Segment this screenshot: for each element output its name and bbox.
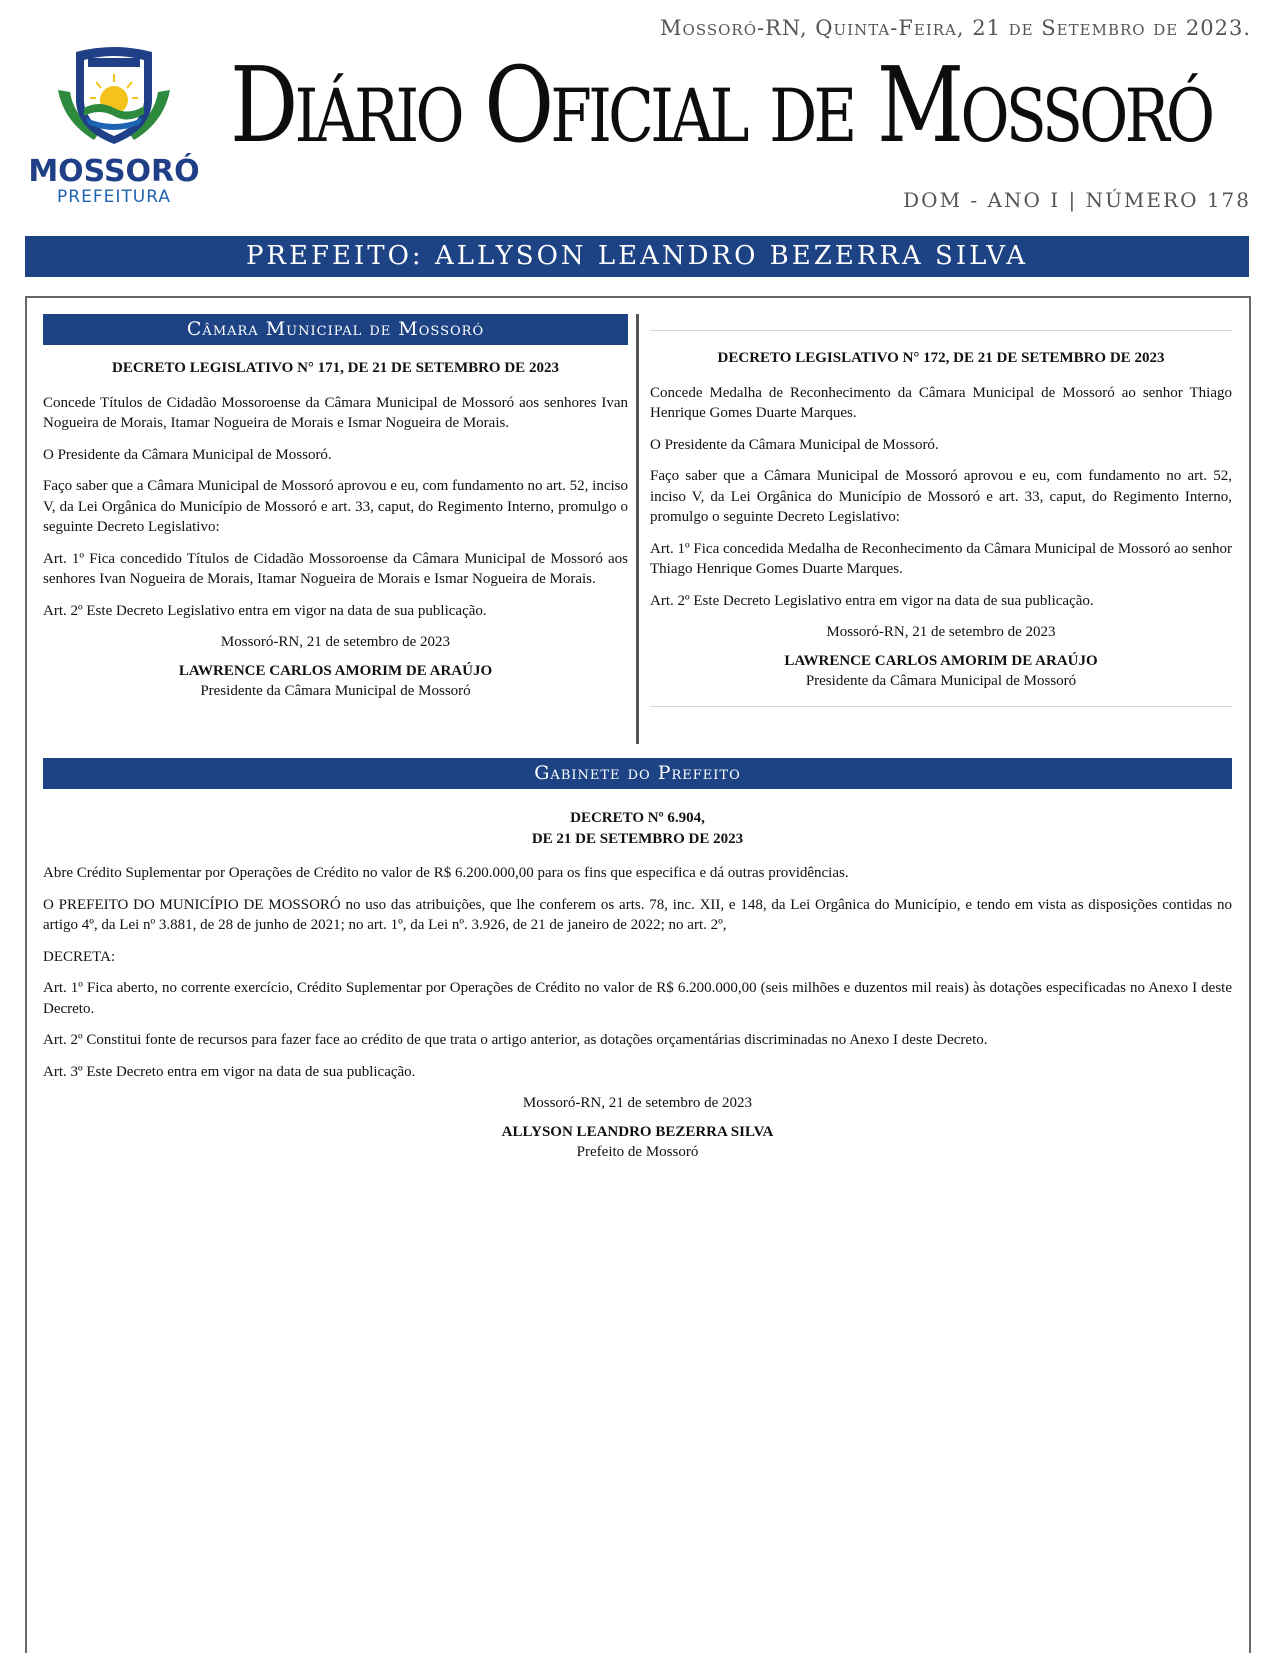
decree-172-heading: DECRETO LEGISLATIVO N° 172, DE 21 DE SETEMBRO DE 2023 (717, 350, 1165, 366)
mayor-banner: PREFEITO: ALLYSON LEANDRO BEZERRA SILVA (25, 236, 1249, 277)
decree-172-summary: Concede Medalha de Reconhecimento da Câmara Municipal de Mossoró ao senhor Thiago Henrique Gomes Duarte Marques. (650, 384, 1232, 421)
decree-6904-art3: Art. 3º Este Decreto entra em vigor na data de sua publicação. (43, 1063, 416, 1080)
municipal-seal-icon (54, 44, 174, 148)
divider-bottom-172 (650, 706, 1232, 707)
decree-171-preamble: Faço saber que a Câmara Municipal de Mossoró aprovou e eu, com fundamento no art. 52, inciso V, da Lei Orgânica do Município de Mossoró e art. 33, caput, do Regimento Interno, promulgo o seguinte Decreto Legislativo: (43, 478, 628, 535)
decree-6904-decreta: DECRETA: (43, 948, 116, 965)
decree-171-signer: LAWRENCE CARLOS AMORIM DE ARAÚJO (178, 662, 493, 679)
decree-171-heading: DECRETO LEGISLATIVO N° 171, DE 21 DE SETEMBRO DE 2023 (112, 360, 559, 376)
decree-171-art2: Art. 2º Este Decreto Legislativo entra em vigor na data de sua publicação. (43, 602, 487, 619)
decree-6904 (43, 808, 1232, 1163)
decree-171-place-date: Mossoró-RN, 21 de setembro de 2023 (220, 634, 451, 650)
edition-number: DOM - ANO I | NÚMERO 178 (903, 188, 1251, 212)
decree-172-signer: LAWRENCE CARLOS AMORIM DE ARAÚJO (784, 652, 1098, 669)
decree-172-president-line: O Presidente da Câmara Municipal de Mossoró. (650, 436, 939, 453)
decree-172 (650, 348, 1232, 692)
decree-172-place-date: Mossoró-RN, 21 de setembro de 2023 (826, 624, 1056, 640)
decree-171-summary: Concede Títulos de Cidadão Mossoroense da Câmara Municipal de Mossoró aos senhores Ivan Nogueira de Morais, Itamar Nogueira de Morais e Ismar Nogueira de Morais. (43, 394, 628, 431)
decree-171-president-line: O Presidente da Câmara Municipal de Mossoró. (43, 446, 332, 463)
decree-172-art2: Art. 2º Este Decreto Legislativo entra em vigor na data de sua publicação. (650, 592, 1094, 609)
decree-172-preamble: Faço saber que a Câmara Municipal de Mossoró aprovou e eu, com fundamento no art. 52, inciso V, da Lei Orgânica do Município de Mossoró e art. 33, caput, do Regimento Interno, promulgo o seguinte Decreto Legislativo: (650, 468, 1232, 525)
decree-6904-summary: Abre Crédito Suplementar por Operações de Crédito no valor de R$ 6.200.000,00 para os fins que especifica e dá outras providências. (43, 865, 849, 881)
decree-172-art1: Art. 1º Fica concedida Medalha de Reconhecimento da Câmara Municipal de Mossoró ao senhor Thiago Henrique Gomes Duarte Marques. (650, 540, 1232, 577)
logo-subtitle: PREFEITURA (57, 187, 171, 207)
decree-6904-art2: Art. 2º Constitui fonte de recursos para fazer face ao crédito de que trata o artigo anterior, as dotações orçamentárias discriminadas no Anexo I deste Decreto. (43, 1032, 988, 1048)
section-title-gabinete: Gabinete do Prefeito (43, 758, 1232, 789)
decree-172-signer-role: Presidente da Câmara Municipal de Mossoró (805, 673, 1077, 689)
prefeitura-logo (24, 44, 204, 207)
decree-171-signer-role: Presidente da Câmara Municipal de Mossoró (200, 683, 471, 699)
decree-6904-signer: ALLYSON LEANDRO BEZERRA SILVA (501, 1123, 774, 1140)
column-divider (636, 314, 639, 744)
decree-6904-heading-line2: DE 21 DE SETEMBRO DE 2023 (531, 830, 744, 847)
decree-6904-art1: Art. 1º Fica aberto, no corrente exercício, Crédito Suplementar por Operações de Crédito no valor de R$ 6.200.000,00 (seis milhões e duzentos mil reais) às dotações especificadas no Anexo I deste Decreto. (43, 980, 1232, 1017)
logo-wordmark: MOSSORÓ (28, 154, 200, 189)
decree-171 (43, 358, 628, 702)
decree-171-art1: Art. 1º Fica concedido Títulos de Cidadão Mossoroense da Câmara Municipal de Mossoró aos senhores Ivan Nogueira de Morais, Itamar Nogueira de Morais e Ismar Nogueira de Morais. (43, 550, 628, 587)
masthead-title: Diário Oficial de Mossoró (230, 44, 1212, 166)
decree-6904-heading-line1: DECRETO Nº 6.904, (570, 810, 705, 826)
dateline: Mossoró-RN, Quinta-Feira, 21 de Setembro de 2023. (660, 16, 1251, 40)
decree-6904-place-date: Mossoró-RN, 21 de setembro de 2023 (522, 1095, 753, 1111)
decree-6904-preamble: O PREFEITO DO MUNICÍPIO DE MOSSORÓ no uso das atribuições, que lhe conferem os arts. 78, inc. XII, e 148, da Lei Orgânica do Município, e tendo em vista as disposições contidas no artigo 4º, da Lei nº 3.881, de 28 de junho de 2021; no art. 1º, da Lei nº. 3.926, de 21 de janeiro de 2022; no art. 2º, (43, 896, 1232, 933)
decree-6904-signer-role: Prefeito de Mossoró (576, 1144, 699, 1160)
divider-top-172 (650, 330, 1232, 331)
section-title-camara: Câmara Municipal de Mossoró (43, 314, 628, 345)
